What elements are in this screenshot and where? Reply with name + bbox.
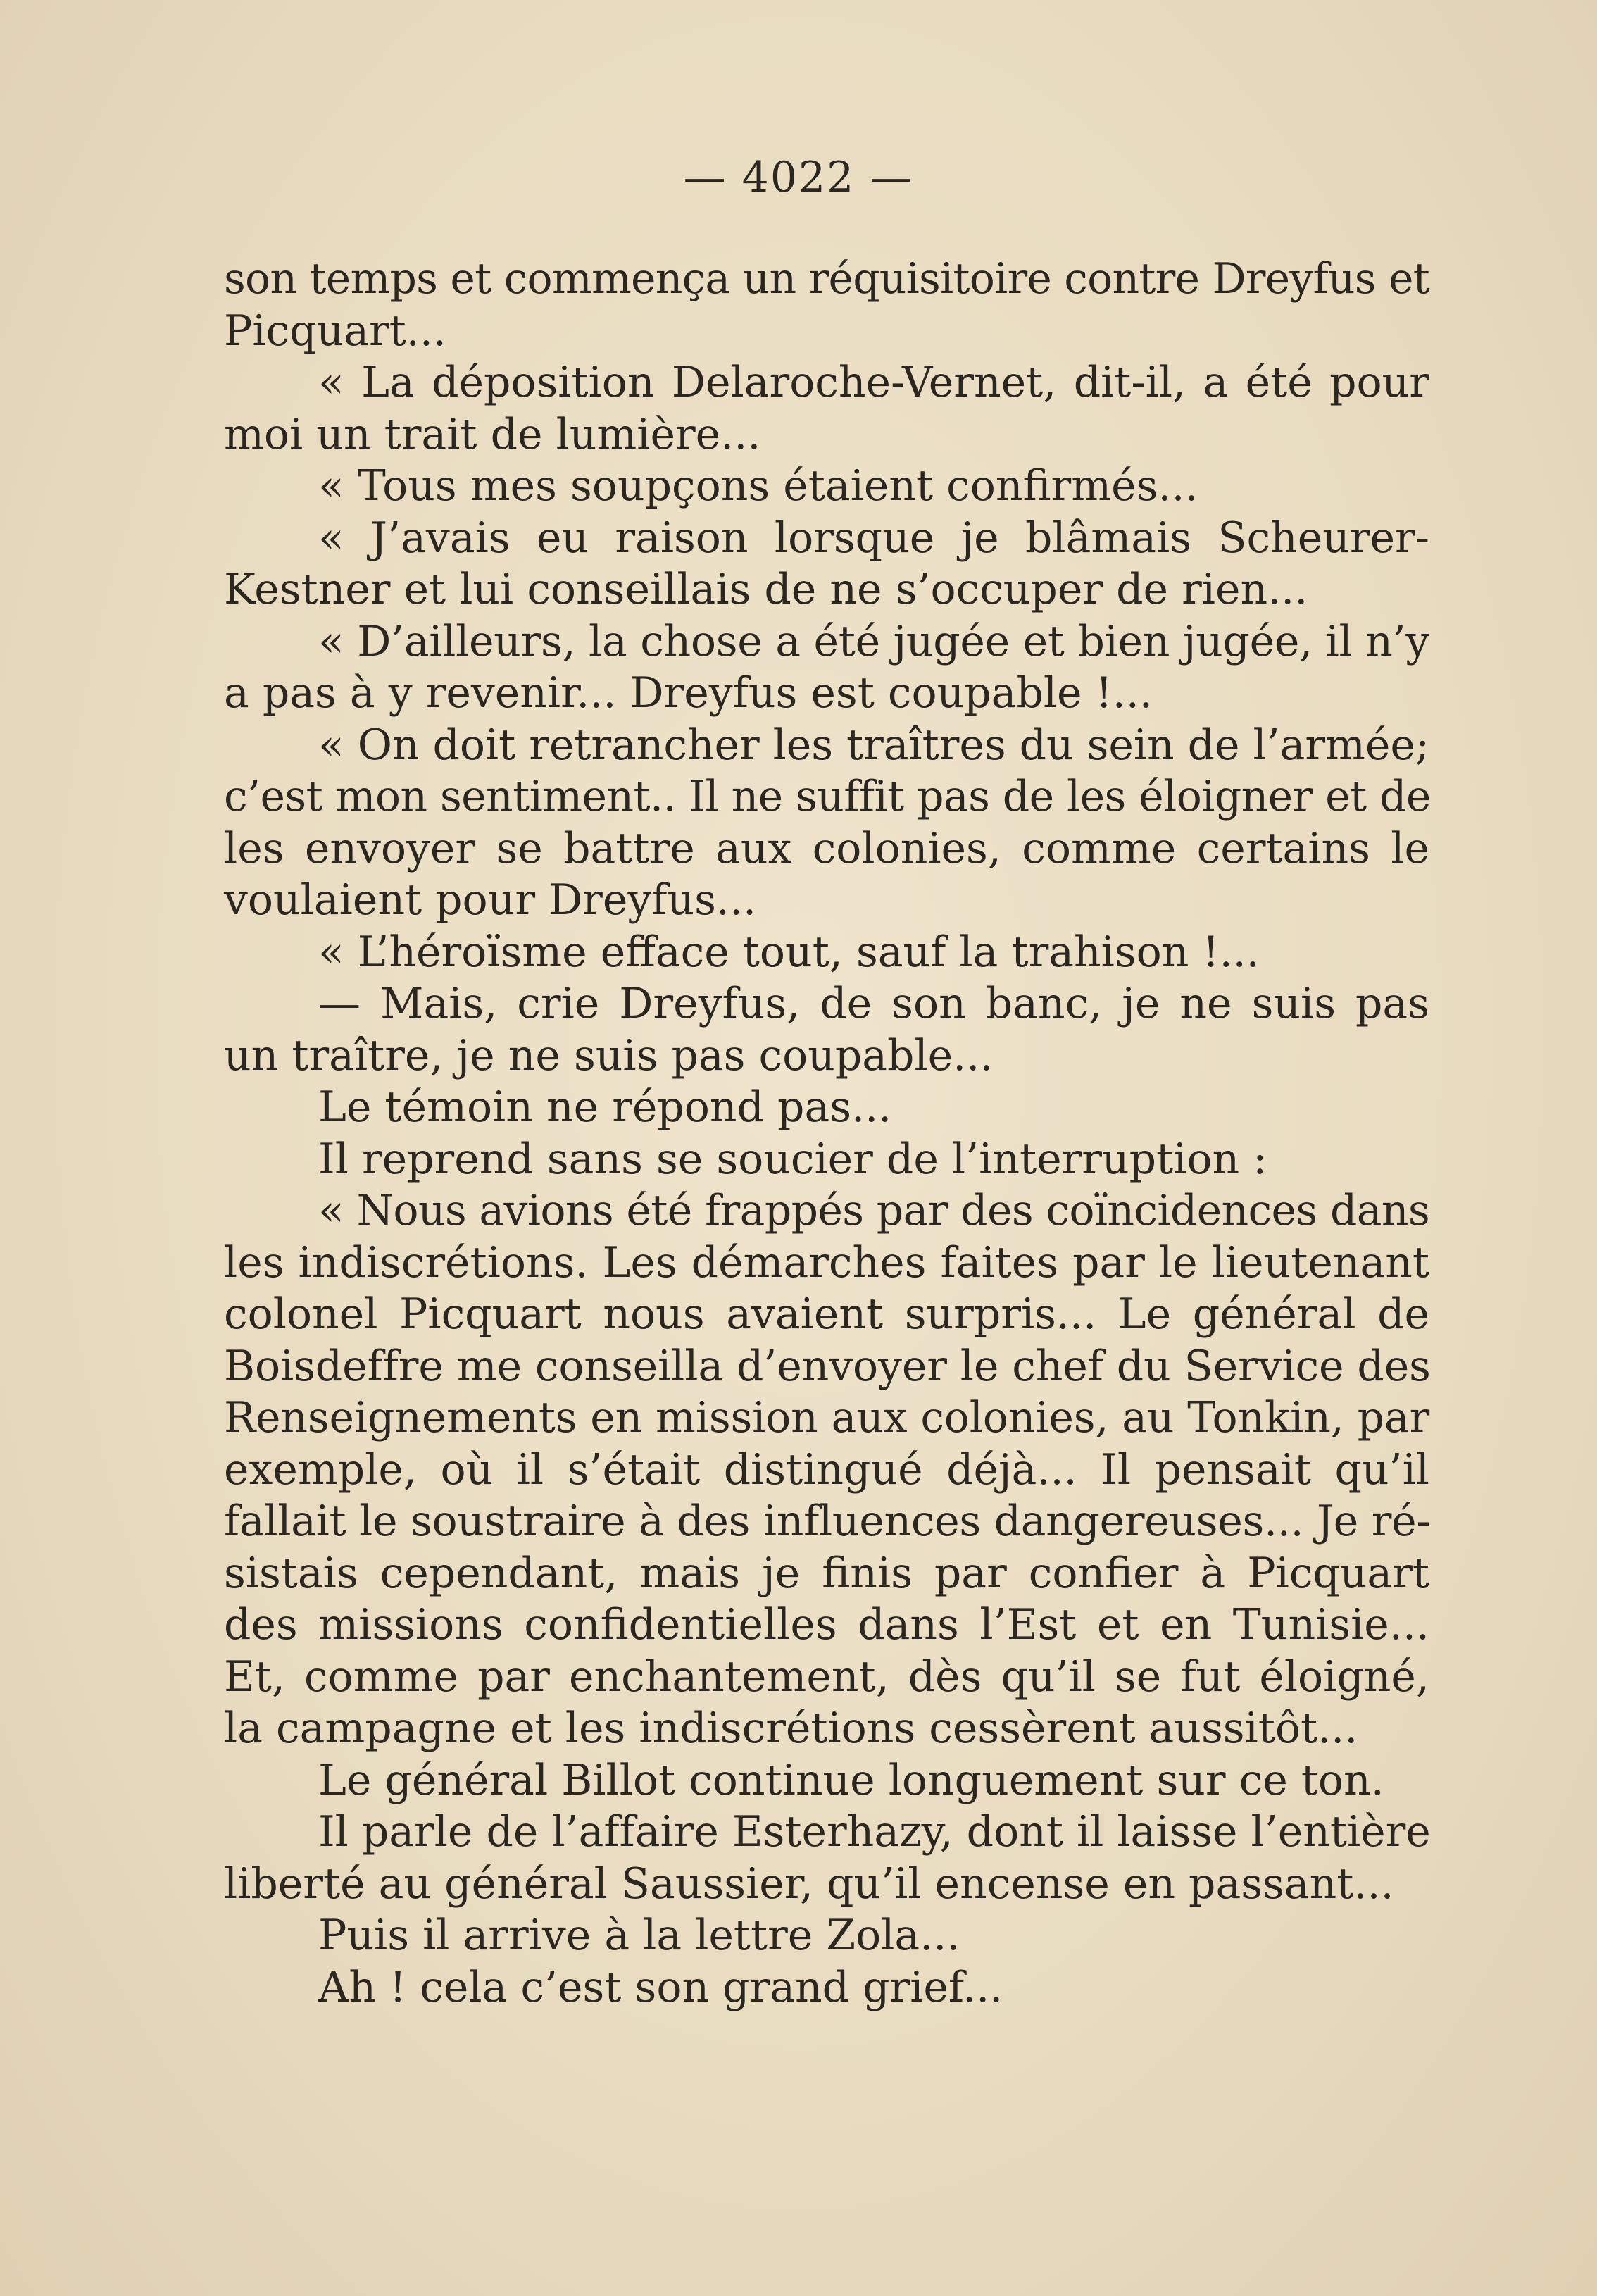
- text-line: Il reprend sans se soucier de l’interruption :: [318, 1134, 1267, 1184]
- text-line: c’est mon sentiment.. Il ne suffit pas de les éloigner et de: [224, 772, 1431, 821]
- text-line: Et, comme par enchantement, dès qu’il se fut éloigné,: [224, 1652, 1429, 1702]
- text-line: « D’ailleurs, la chose a été jugée et bien jugée, il n’y: [318, 616, 1429, 666]
- text-line: son temps et commença un réquisitoire contre Dreyfus et: [224, 254, 1429, 304]
- text-line: Le général Billot continue longuement sur ce ton.: [318, 1755, 1384, 1805]
- text-line: fallait le soustraire à des influences dangereuses... Je ré-: [224, 1497, 1431, 1546]
- text-line: des missions confidentielles dans l’Est et en Tunisie...: [224, 1600, 1429, 1649]
- text-line: Le témoin ne répond pas...: [318, 1083, 892, 1132]
- text-line: « Nous avions été frappés par des coïncidences dans: [318, 1186, 1430, 1235]
- text-line: a pas à y revenir... Dreyfus est coupable !...: [224, 668, 1153, 718]
- text-line: un traître, je ne suis pas coupable...: [224, 1030, 994, 1080]
- text-line: — Mais, crie Dreyfus, de son banc, je ne suis pas: [318, 979, 1429, 1028]
- text-line: exemple, où il s’était distingué déjà... Il pensait qu’il: [224, 1445, 1429, 1495]
- text-line: Il parle de l’affaire Esterhazy, dont il laisse l’entière: [318, 1807, 1431, 1857]
- text-line: Kestner et lui conseillais de ne s’occuper de rien...: [224, 565, 1308, 614]
- page-number: — 4022 —: [683, 153, 914, 202]
- text-line: la campagne et les indiscrétions cessèrent aussitôt...: [224, 1704, 1358, 1753]
- text-line: colonel Picquart nous avaient surpris... Le général de: [224, 1290, 1429, 1339]
- text-line: Renseignements en mission aux colonies, au Tonkin, par: [224, 1393, 1429, 1442]
- text-line: Boisdeffre me conseilla d’envoyer le chef du Service des: [224, 1341, 1431, 1391]
- text-line: voulaient pour Dreyfus...: [224, 875, 757, 925]
- text-line: « La déposition Delaroche-Vernet, dit-il, a été pour: [318, 358, 1429, 407]
- body-text: [224, 254, 1429, 2014]
- text-line: « On doit retrancher les traîtres du sein de l’armée;: [318, 720, 1430, 770]
- text-line: « J’avais eu raison lorsque je blâmais Scheurer-: [318, 513, 1429, 563]
- text-line: Puis il arrive à la lettre Zola...: [318, 1911, 960, 1960]
- text-line: « Tous mes soupçons étaient confirmés...: [318, 461, 1198, 511]
- text-line: Ah ! cela c’est son grand grief...: [318, 1962, 1003, 2012]
- text-line: moi un trait de lumière...: [224, 409, 761, 459]
- text-line: les envoyer se battre aux colonies, comme certains le: [224, 823, 1429, 873]
- text-line: les indiscrétions. Les démarches faites par le lieutenant: [224, 1237, 1429, 1287]
- text-line: « L’héroïsme efface tout, sauf la trahison !...: [318, 927, 1260, 977]
- text-line: liberté au général Saussier, qu’il encense en passant...: [224, 1859, 1394, 1909]
- text-line: Picquart...: [224, 306, 446, 356]
- text-line: sistais cependant, mais je finis par confier à Picquart: [224, 1548, 1429, 1598]
